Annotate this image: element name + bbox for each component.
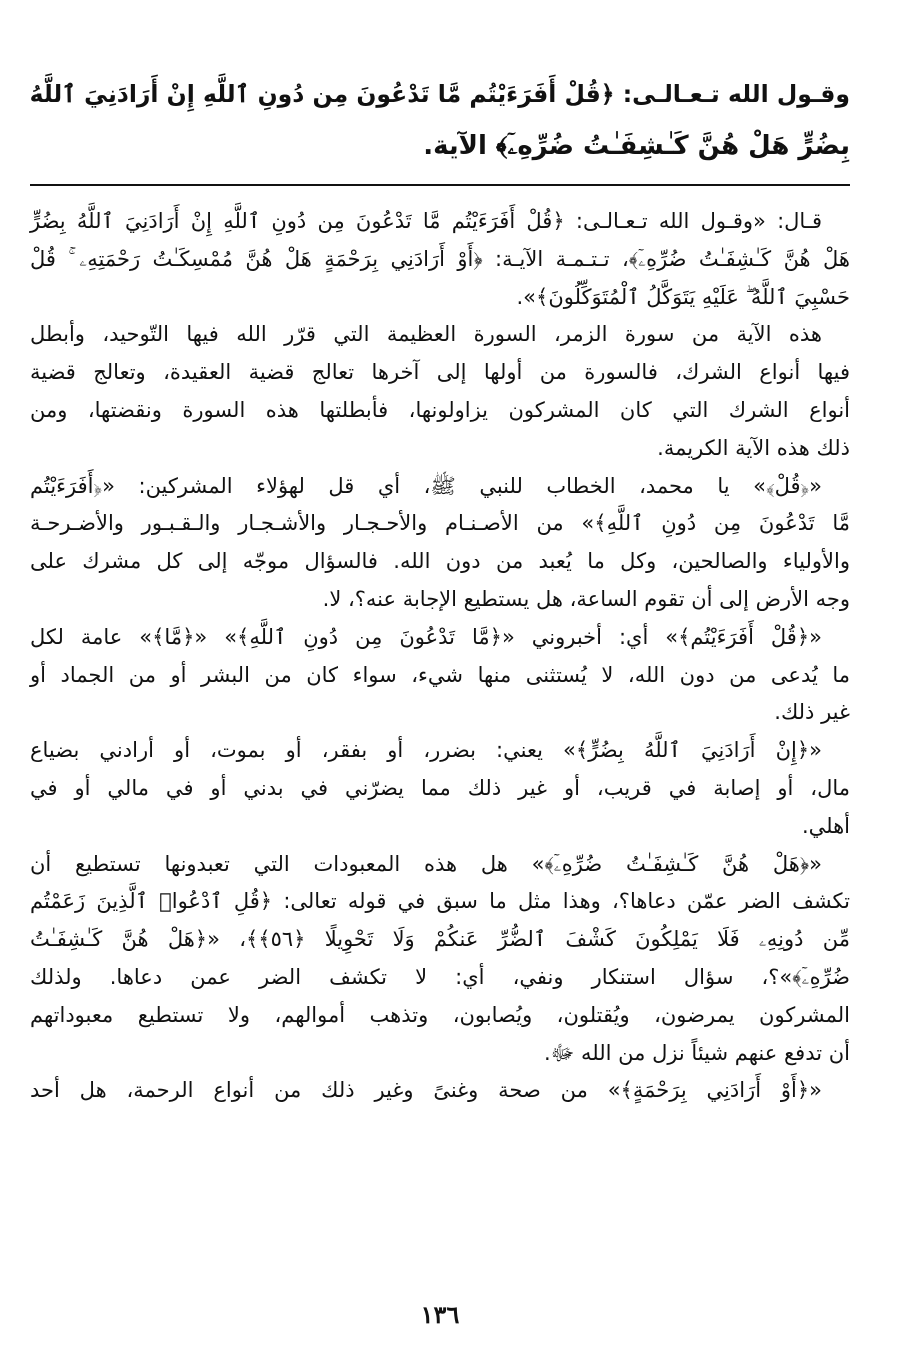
text-line: حَسْبِيَ ٱللَّهُ ۖ عَلَيْهِ يَتَوَكَّلُ ٱلْمُتَوَكِّلُونَ﴾». — [516, 284, 850, 309]
text-line: أنواع الشرك التي كان المشركون يزاولونها، فأبطلتها هذه السورة ونقضتها، ومن — [30, 397, 850, 422]
quoted-chapter-heading — [30, 68, 850, 172]
paragraph — [30, 468, 850, 619]
text-line: «﴿هَلْ هُنَّ كَـٰشِفَـٰتُ ضُرِّهِۦٓ﴾» هل هذه المعبودات التي تعبدونها تستطيع أن — [30, 851, 822, 876]
text-line: والأولياء والصالحين، وكل ما يُعبد من دون الله. فالسؤال موجّه إلى كل مشرك على — [30, 549, 850, 574]
text-line: «﴿أَوْ أَرَادَنِي بِرَحْمَةٍ﴾» من صحة وغنىً وغير ذلك من أنواع الرحمة، هل أحد — [30, 1078, 822, 1103]
paragraph — [30, 732, 850, 845]
text-line: هَلْ هُنَّ كَـٰشِفَـٰتُ ضُرِّهِۦٓ﴾، تـتـمـة الآيـة: ﴿أَوْ أَرَادَنِي بِرَحْمَةٍ هَلْ هُنَّ مُمْسِكَـٰتُ رَحْمَتِهِۦ ۚ قُلْ — [30, 246, 850, 271]
document-page — [30, 0, 850, 1361]
text-line: وجه الأرض إلى أن تقوم الساعة، هل يستطيع الإجابة عنه؟، لا. — [322, 586, 850, 611]
page-number: ١٣٦ — [420, 1300, 460, 1329]
text-line: هذه الآية من سورة الزمر، السورة العظيمة التي قرّر الله فيها التّوحيد، وأبطل — [30, 322, 822, 347]
text-line: تكشف الضر عمّن دعاها؟، وهذا مثل ما سبق في قوله تعالى: ﴿قُلِ ٱدْعُوا۟ ٱلَّذِينَ زَعَمْتُم — [30, 889, 850, 914]
paragraph — [30, 846, 850, 1073]
text-line: فيها أنواع الشرك، فالسورة من أولها إلى آخرها تعالج قضية العقيدة، وتعالج قضية — [30, 360, 850, 385]
text-line: «﴿قُلْ أَفَرَءَيْتُم﴾» أي: أخبروني «﴿مَّا تَدْعُونَ مِن دُونِ ٱللَّهِ﴾» «﴿مَّا﴾» عامة لكل — [30, 624, 822, 649]
paragraph — [30, 316, 850, 467]
text-line: ضُرِّهِۦٓ﴾»؟، سؤال استنكار ونفي، أي: لا تكشف الضر عمن دعاها. ولذلك — [30, 964, 850, 989]
commentary-body — [30, 203, 850, 1110]
paragraph — [30, 619, 850, 732]
text-line: «﴿قُلْ﴾» يا محمد، الخطاب للنبي ﷺ، أي قل لهؤلاء المشركين: «﴿أَفَرَءَيْتُم — [30, 473, 822, 498]
text-line: مَّا تَدْعُونَ مِن دُونِ ٱللَّهِ﴾» من الأصـنـام والأحـجـار والأشـجـار والـقـبـور والأضـرحـة — [30, 511, 850, 536]
text-line: مال، أو إصابة في قريب، أو غير ذلك مما يضرّني في بدني أو في مالي أو في — [30, 775, 850, 800]
text-line: ذلك هذه الآية الكريمة. — [657, 435, 850, 460]
text-line: قـال: «وقـول الله تـعـالـى: ﴿قُلْ أَفَرَءَيْتُم مَّا تَدْعُونَ مِن دُونِ ٱللَّهِ إِنْ أَرَادَنِيَ ٱللَّهُ بِضُرٍّ — [30, 209, 822, 233]
text-line: «﴿إِنْ أَرَادَنِيَ ٱللَّهُ بِضُرٍّ﴾» يعني: بضرر، أو بفقر، أو بموت، أو أرادني بضياع — [30, 738, 822, 763]
text-line: غير ذلك. — [774, 700, 850, 725]
text-line: أن تدفع عنهم شيئاً نزل من الله ﷻ. — [543, 1040, 850, 1065]
text-line: المشركون يمرضون، ويُقتلون، ويُصابون، وتذهب أموالهم، ولا تستطيع معبوداتهم — [30, 1002, 850, 1027]
paragraph — [30, 1072, 850, 1110]
text-line: أهلي. — [801, 813, 850, 838]
paragraph — [30, 203, 850, 316]
text-line: مِّن دُونِهِۦ فَلَا يَمْلِكُونَ كَشْفَ ٱلضُّرِّ عَنكُمْ وَلَا تَحْوِيلًا ﴿٥٦﴾﴾، «﴿هَلْ هُنَّ كَـٰشِفَـٰتُ — [30, 927, 850, 952]
horizontal-divider — [30, 184, 850, 186]
heading-line: وقـول الله تـعـالـى: ﴿قُلْ أَفَرَءَيْتُم مَّا تَدْعُونَ مِن دُونِ ٱللَّهِ إِنْ أَرَادَنِيَ ٱللَّهُ — [29, 80, 850, 108]
heading-line: بِضُرٍّ هَلْ هُنَّ كَـٰشِفَـٰتُ ضُرِّهِۦٓ﴾ الآية. — [423, 131, 850, 161]
text-line: ما يُدعى من دون الله، لا يُستثنى منها شيء، سواء كان من البشر أو من الجماد أو — [30, 662, 850, 687]
